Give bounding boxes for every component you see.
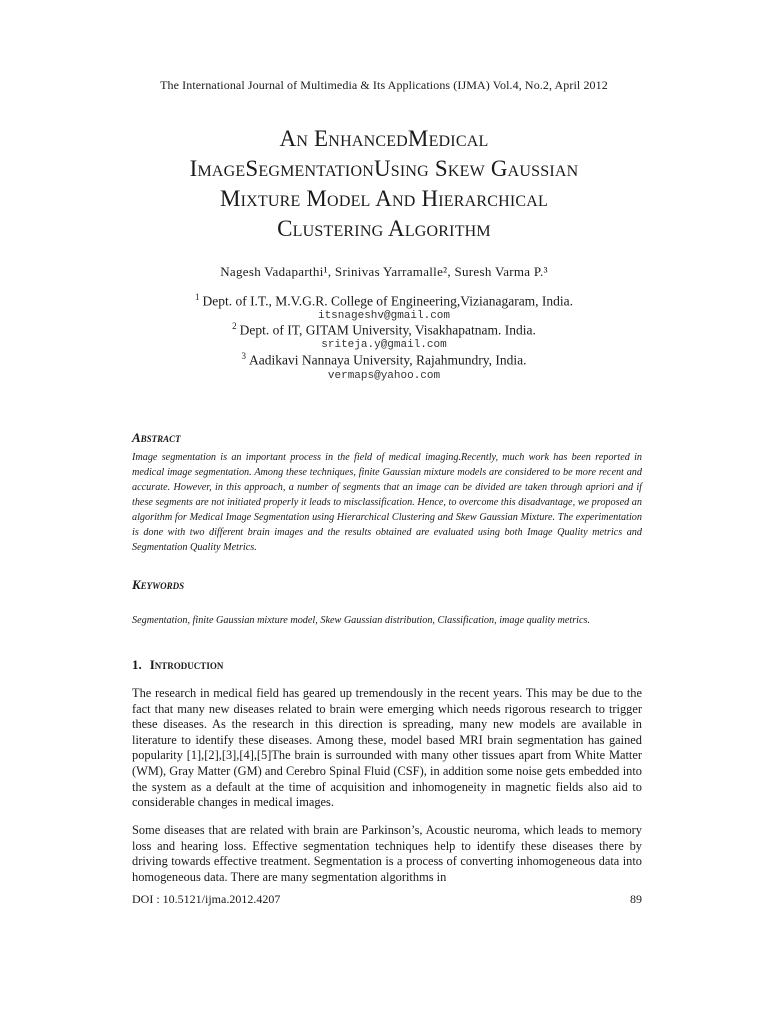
affiliation-2-mark: 2 — [232, 321, 237, 331]
section-title: Introduction — [149, 657, 224, 672]
affiliation-1-mark: 1 — [194, 292, 200, 302]
author-list: Nagesh Vadaparthi¹, Srinivas Yarramalle², Suresh Varma P.³ — [220, 264, 548, 279]
introduction-paragraph-1: The research in medical field has geared up tremendously in the recent years. This may be due to the fact that many new diseases related to brain were emerging which needs rigorous research to trigger these diseases. As the research in this direction is spreading, many new models are available in literature to identify these diseases. Among these, model based MRI brain segmentation has gained popularity [1],[2],[3],[4],[5]The brain is surrounded with many other tissues apart from White Matter (WM), Gray Matter (GM) and Cerebro Spinal Fluid (CSF), in addition some noise gets embedded into the system as a default at the time of acquisition and inhomogeneity in magnetic fields also aid to considerable changes in medical images. — [132, 686, 642, 810]
affiliation-3-mark: 3 — [241, 351, 246, 361]
title-line-4: Clustering Algorithm — [277, 216, 491, 241]
footer-doi: DOI : 10.5121/ijma.2012.4207 — [132, 892, 281, 906]
paper-title — [80, 124, 688, 244]
affiliation-3-text: Aadikavi Nannaya University, Rajahmundry, India. — [248, 352, 527, 368]
affiliation-1 — [0, 292, 768, 310]
section-number: 1. — [132, 657, 142, 672]
introduction-paragraph-2: Some diseases that are related with brain are Parkinson’s, Acoustic neuroma, which leads to memory loss and hearing loss. Effective segmentation techniques help to identify these diseases there by driving towards effective treatment. Segmentation is a process of converting inhomogeneous data into homogeneous data. There are many segmentation algorithms in — [132, 823, 642, 884]
abstract-text: Image segmentation is an important process in the field of medical imaging.Recently, much work has been reported in medical image segmentation. Among these techniques, finite Gaussian mixture models are considered to be more recent and accurate. However, in this approach, a number of segments that an image can be divided are taken through apriori and if these segments are not initiated properly it leads to misclassification. Hence, to overcome this disadvantage, we proposed an algorithm for Medical Image Segmentation using Hierarchical Clustering and Skew Gaussian Mixture. The experimentation is done with two different brain images and the results obtained are evaluated using both Image Quality metrics and Segmentation Quality Metrics. — [132, 452, 642, 553]
affiliation-3-email: vermaps@yahoo.com — [327, 370, 441, 382]
affiliation-2-email: sriteja.y@gmail.com — [321, 339, 447, 351]
keywords-heading: Keywords — [132, 577, 185, 592]
title-line-2: ImageSegmentationUsing Skew Gaussian — [189, 156, 579, 181]
affiliation-1-text: Dept. of I.T., M.V.G.R. College of Engineering,Vizianagaram, India. — [202, 293, 574, 309]
affiliation-3 — [0, 351, 768, 369]
running-header: The International Journal of Multimedia & Its Applications (IJMA) Vol.4, No.2, April 2012 — [160, 78, 608, 92]
abstract-heading: Abstract — [132, 430, 181, 445]
page-number: 89 — [630, 892, 642, 906]
title-line-3: Mixture Model And Hierarchical — [219, 186, 549, 211]
title-line-1: An EnhancedMedical — [279, 126, 489, 151]
affiliation-2-text: Dept. of IT, GITAM University, Visakhapatnam. India. — [239, 322, 536, 338]
affiliation-1-email: itsnageshv@gmail.com — [317, 310, 451, 322]
introduction-heading — [132, 657, 223, 673]
affiliation-2 — [0, 321, 768, 339]
keywords-text: Segmentation, finite Gaussian mixture model, Skew Gaussian distribution, Classification, image quality metrics. — [132, 615, 591, 626]
